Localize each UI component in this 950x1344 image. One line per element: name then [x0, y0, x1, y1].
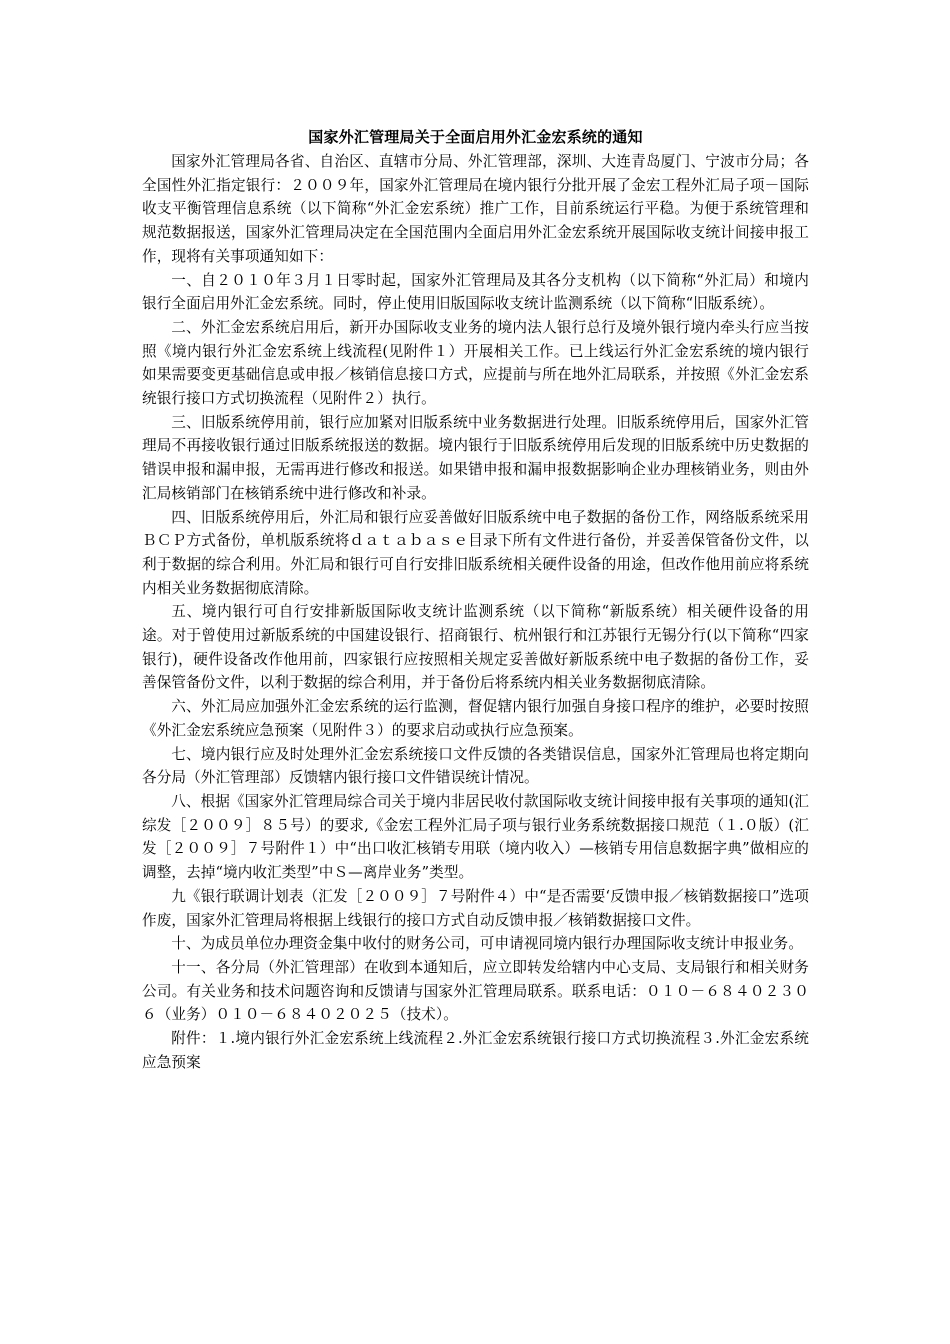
document-page: [142, 124, 809, 1074]
paragraph-item-3: 三、旧版系统停用前，银行应加紧对旧版系统中业务数据进行处理。旧版系统停用后，国家外汇管理局不再接收银行通过旧版系统报送的数据。境内银行于旧版系统停用后发现的旧版系统中历史数据的错误申报和漏申报，无需再进行修改和报送。如果错申报和漏申报数据影响企业办理核销业务，则由外汇局核销部门在核销系统中进行修改和补录。: [142, 413, 809, 502]
paragraph-item-1: 一、自２０１０年３月１日零时起，国家外汇管理局及其各分支机构（以下简称“外汇局）和境内银行全面启用外汇金宏系统。同时，停止使用旧版国际收支统计监测系统（以下简称“旧版系统）。: [142, 271, 809, 313]
paragraph-item-8: 八、根据《国家外汇管理局综合司关于境内非居民收付款国际收支统计间接申报有关事项的通知(汇综发［２００９］８５号）的要求,《金宏工程外汇局子项与银行业务系统数据接口规范（１.０版）(汇发［２００９］７号附件１）中“出口收汇核销专用联（境内收入）—核销专用信息数据字典”做相应的调整，去掉“境内收汇类型”中Ｓ—离岸业务”类型。: [142, 792, 809, 882]
paragraph-item-5: 五、境内银行可自行安排新版国际收支统计监测系统（以下简称“新版系统）相关硬件设备的用途。对于曾使用过新版系统的中国建设银行、招商银行、杭州银行和江苏银行无锡分行(以下简称“四家银行)，硬件设备改作他用前，四家银行应按照相关规定妥善做好新版系统中电子数据的备份工作，妥善保管备份文件，以利于数据的综合利用，并于备份后将系统内相关业务数据彻底清除。: [142, 603, 809, 692]
paragraph-item-11: 十一、各分局（外汇管理部）在收到本通知后，应立即转发给辖内中心支局、支局银行和相关财务公司。有关业务和技术问题咨询和反馈请与国家外汇管理局联系。联系电话：０１０－６８４０２３０６（业务）０１０－６８４０２０２５（技术）。: [142, 958, 809, 1024]
paragraph-item-10: 十、为成员单位办理资金集中收付的财务公司，可申请视同境内银行办理国际收支统计申报业务。: [171, 935, 804, 953]
paragraph-item-4: 四、旧版系统停用后，外汇局和银行应妥善做好旧版系统中电子数据的备份工作，网络版系统采用ＢＣＰ方式备份，单机版系统将ｄａｔａｂａｓｅ目录下所有文件进行备份，并妥善保管备份文件，以利于数据的综合利用。外汇局和银行可自行安排旧版系统相关硬件设备的用途，但改作他用前应将系统内相关业务数据彻底清除。: [142, 508, 809, 597]
paragraph-item-7: 七、境内银行应及时处理外汇金宏系统接口文件反馈的各类错误信息，国家外汇管理局也将定期向各分局（外汇管理部）反馈辖内银行接口文件错误统计情况。: [142, 745, 809, 787]
paragraph-attachments: 附件：１.境内银行外汇金宏系统上线流程２.外汇金宏系统银行接口方式切换流程３.外汇金宏系统应急预案: [142, 1030, 809, 1071]
document-title: 国家外汇管理局关于全面启用外汇金宏系统的通知: [308, 128, 643, 146]
paragraph-item-9: 九《银行联调计划表（汇发［２００９］７号附件４）中“是否需要‘反馈申报／核销数据接口”选项作废，国家外汇管理局将根据上线银行的接口方式自动反馈申报／核销数据接口文件。: [142, 887, 809, 929]
paragraph-address: 国家外汇管理局各省、自治区、直辖市分局、外汇管理部，深圳、大连青岛厦门、宁波市分局；各全国性外汇指定银行：２００９年，国家外汇管理局在境内银行分批开展了金宏工程外汇局子项－国际收支平衡管理信息系统（以下简称“外汇金宏系统）推广工作，目前系统运行平稳。为便于系统管理和规范数据报送，国家外汇管理局决定在全国范围内全面启用外汇金宏系统开展国际收支统计间接申报工作，现将有关事项通知如下：: [142, 153, 809, 265]
paragraph-item-6: 六、外汇局应加强外汇金宏系统的运行监测，督促辖内银行加强自身接口程序的维护，必要时按照《外汇金宏系统应急预案（见附件３）的要求启动或执行应急预案。: [142, 698, 809, 739]
paragraph-item-2: 二、外汇金宏系统启用后，新开办国际收支业务的境内法人银行总行及境外银行境内牵头行应当按照《境内银行外汇金宏系统上线流程(见附件１）开展相关工作。已上线运行外汇金宏系统的境内银行如果需要变更基础信息或申报／核销信息接口方式，应提前与所在地外汇局联系，并按照《外汇金宏系统银行接口方式切换流程（见附件２）执行。: [142, 318, 809, 408]
